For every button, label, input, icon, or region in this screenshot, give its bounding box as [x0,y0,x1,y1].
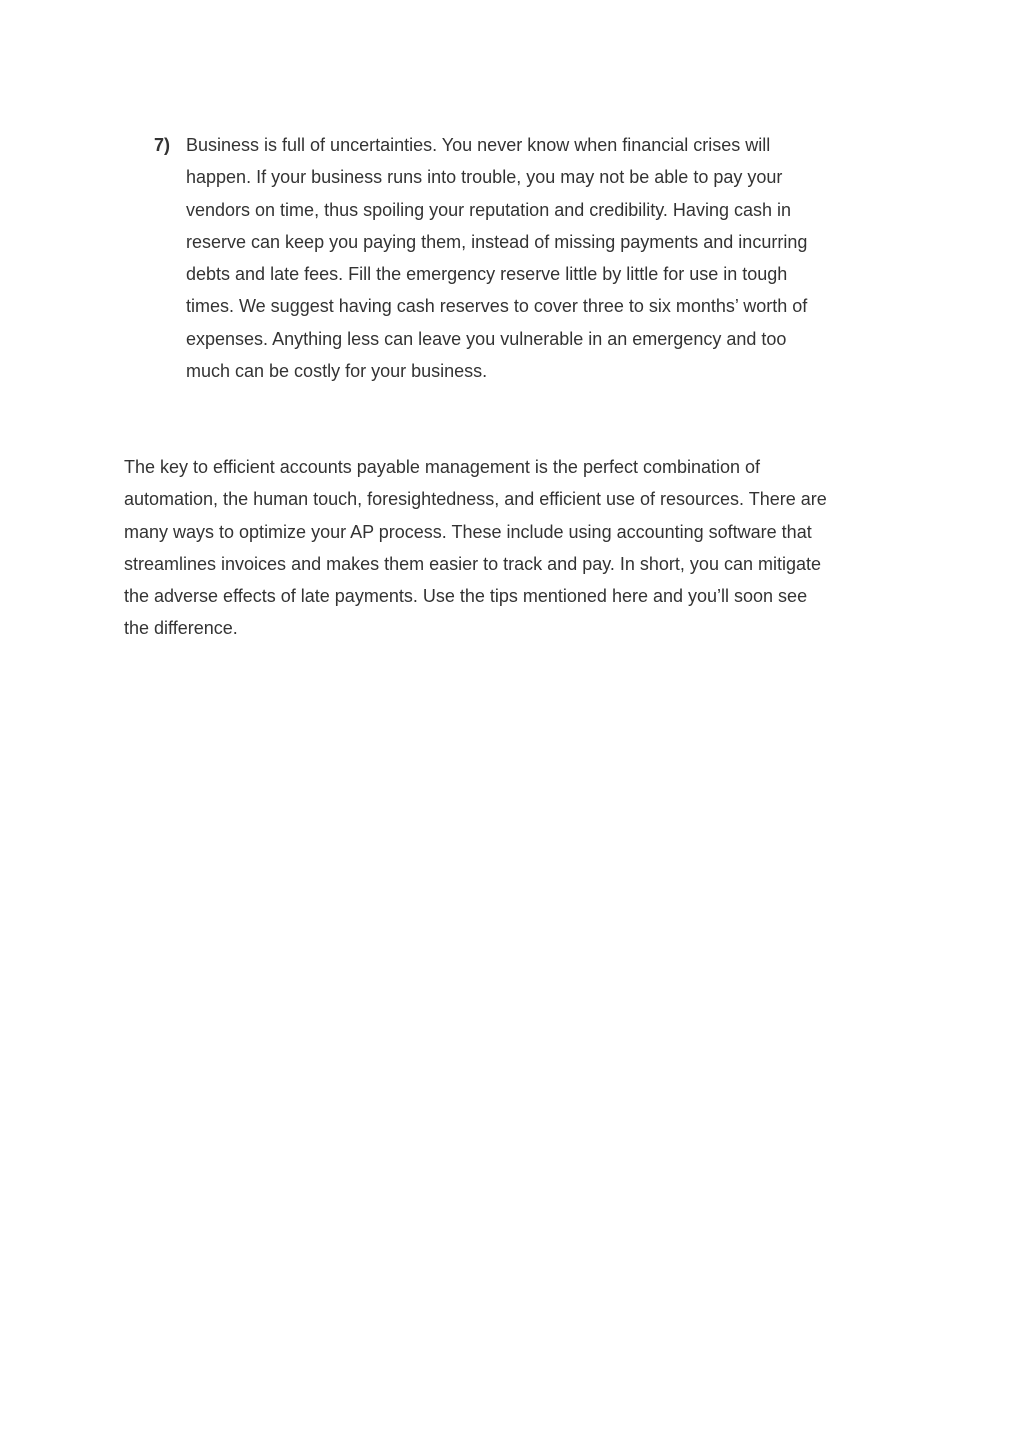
text-line: the difference. [124,618,238,639]
text-line: streamlines invoices and makes them easier to track and pay. In short, you can mitigate [124,553,821,574]
list-item-text [186,129,906,387]
closing-paragraph [124,451,914,645]
list-item-number: 7) [154,135,171,155]
text-line: much can be costly for your business. [186,361,488,382]
text-line: times. We suggest having cash reserves to cover three to six months’ worth of [186,296,808,317]
text-line: the adverse effects of late payments. Use the tips mentioned here and you’ll soon see [124,586,808,607]
text-line: Business is full of uncertainties. You never know when financial crises will [186,135,771,155]
text-line: debts and late fees. Fill the emergency reserve little by little for use in tough [186,264,788,285]
text-line: reserve can keep you paying them, instead of missing payments and incurring [186,231,808,252]
text-line: automation, the human touch, foresightedness, and efficient use of resources. There are [124,489,827,510]
text-line: vendors on time, thus spoiling your reputation and credibility. Having cash in [186,199,791,220]
text-line: many ways to optimize your AP process. These include using accounting software that [124,521,812,542]
text-line: The key to efficient accounts payable management is the perfect combination of [124,457,761,477]
text-line: happen. If your business runs into trouble, you may not be able to pay your [186,167,783,188]
text-line: expenses. Anything less can leave you vulnerable in an emergency and too [186,328,787,349]
